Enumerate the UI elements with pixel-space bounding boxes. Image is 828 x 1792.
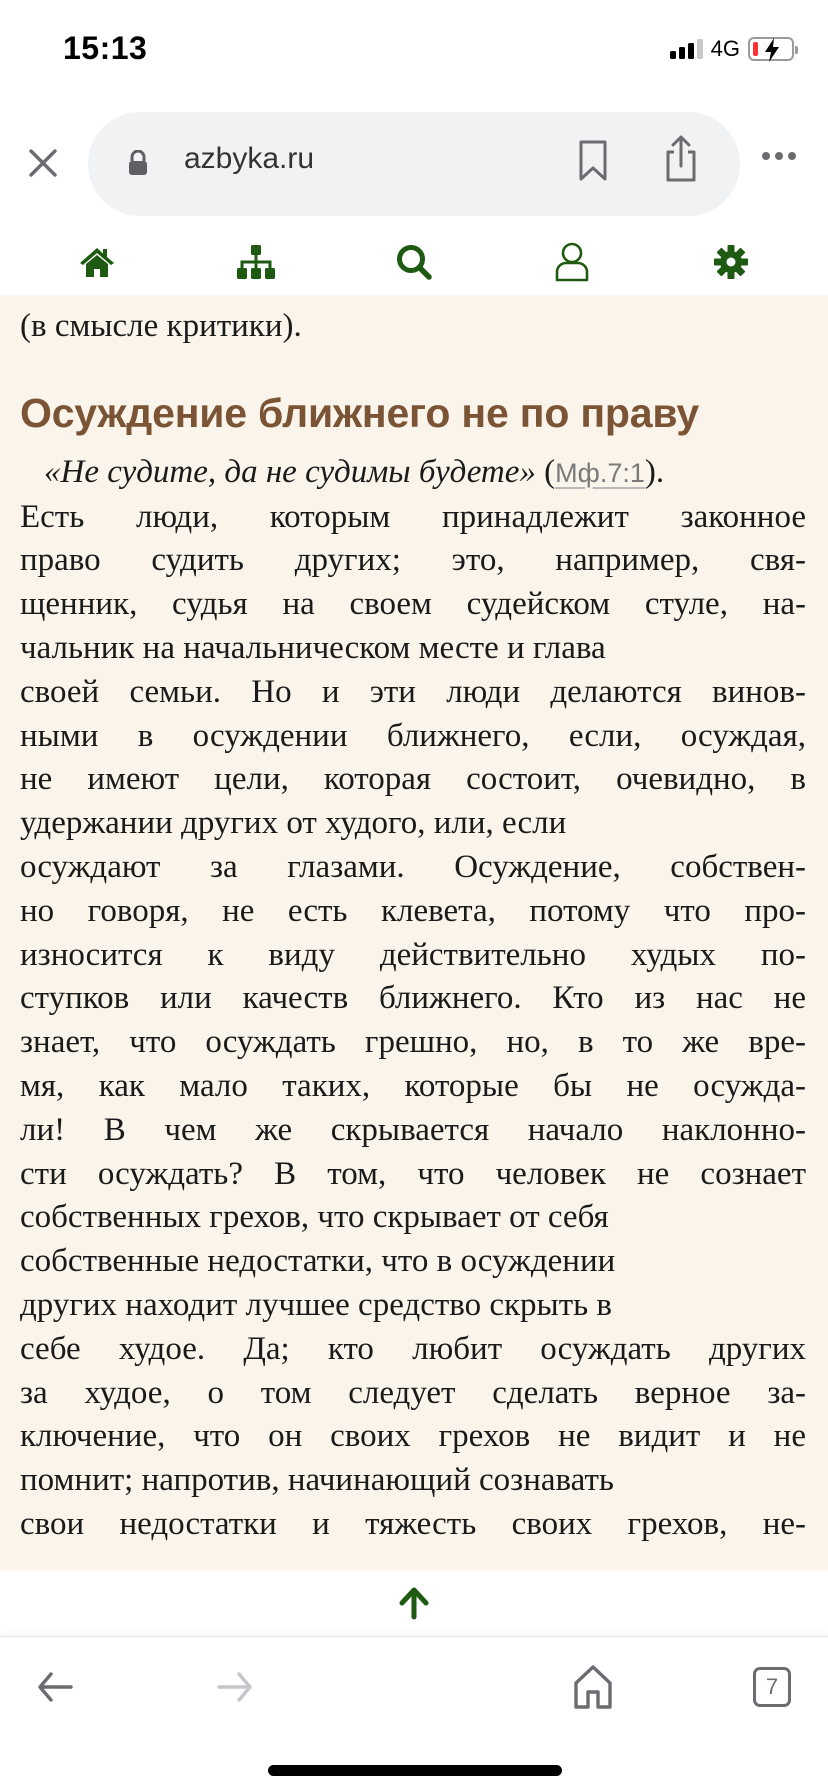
paragraph-line: ными в осуждении ближнего, если, осуждая, [20, 717, 806, 754]
arrow-up-icon [397, 1586, 431, 1620]
tabs-button[interactable] [742, 1657, 802, 1717]
paragraph-line: Есть люди, которым принадлежит законное [20, 498, 806, 535]
paragraph-line: чальник на начальническом месте и глава [20, 629, 606, 666]
battery-icon [748, 37, 794, 61]
lock-icon [128, 150, 148, 176]
url-text[interactable]: azbyka.ru [184, 142, 315, 175]
nav-account-button[interactable] [542, 237, 602, 287]
home-button[interactable] [563, 1657, 623, 1717]
paragraph-line: ключение, что он своих грехов не видит и не [20, 1418, 806, 1455]
bookmark-icon [578, 140, 608, 182]
article-body [20, 295, 806, 1547]
paragraph-line: право судить других; это, например, свя- [20, 542, 806, 579]
status-indicators [670, 36, 794, 62]
user-icon [554, 242, 590, 282]
bible-reference-link[interactable]: Мф.7:1 [555, 457, 645, 488]
close-icon [28, 148, 58, 178]
paragraph-line: сти осуждать? В том, что человек не сознает [20, 1155, 806, 1192]
epigraph: «Не судите, да не судимы будете» (Мф.7:1). [44, 453, 665, 490]
clipped-line [20, 295, 806, 305]
browser-address-row [0, 100, 828, 228]
status-bar [0, 0, 828, 100]
paragraph-line: за худое, о том следует сделать верное за- [20, 1374, 806, 1411]
close-button[interactable] [22, 142, 64, 184]
paragraph-line: собственные недостатки, что в осуждении [20, 1243, 616, 1280]
address-bar[interactable] [88, 112, 740, 216]
home-indicator[interactable] [268, 1765, 562, 1776]
paragraph-line: собственных грехов, что скрывает от себя [20, 1199, 609, 1236]
signal-icon [670, 39, 703, 59]
paragraph-line: удержании других от худого, или, если [20, 805, 567, 842]
paragraph-line: щенник, судья на своем судейском стуле, на- [20, 586, 806, 623]
epigraph-quote: «Не судите, да не судимы будете» [44, 453, 536, 490]
scroll-top-bar [0, 1570, 828, 1636]
paragraph-line: помнит; напротив, начинающий сознавать [20, 1462, 614, 1499]
article-content [0, 295, 828, 1570]
nav-contents-button[interactable] [226, 237, 286, 287]
home-icon [573, 1665, 613, 1709]
paragraph-line: не имеют цели, которая состоит, очевидно, в [20, 761, 806, 798]
more-icon [762, 152, 770, 160]
network-type: 4G [710, 36, 740, 61]
back-button[interactable] [25, 1657, 85, 1717]
sitemap-icon [236, 244, 276, 280]
scroll-to-top-button[interactable] [384, 1578, 444, 1628]
gear-icon [713, 244, 749, 280]
site-nav [0, 228, 828, 295]
back-arrow-icon [37, 1671, 73, 1703]
paragraph-line: осуждают за глазами. Осуждение, собствен- [20, 848, 806, 885]
paragraph-line: своей семьи. Но и эти люди делаются винов- [20, 673, 806, 710]
paragraph-line: ступков или качеств ближнего. Кто из нас не [20, 980, 806, 1017]
search-icon [395, 243, 433, 281]
home-icon [79, 246, 115, 278]
paragraph-line: других находит лучшее средство скрыть в [20, 1286, 613, 1323]
paragraph-line: износится к виду действительно худых по- [20, 936, 806, 973]
paragraph-line: но говоря, не есть клевета, потому что про- [20, 892, 806, 929]
charging-bolt-icon [762, 37, 782, 63]
status-time: 15:13 [63, 30, 148, 66]
bookmark-button[interactable] [578, 140, 608, 187]
share-button[interactable] [663, 134, 699, 189]
section-heading: Осуждение ближнего не по праву [20, 389, 699, 436]
paragraph-line: мя, как мало таких, которые бы не осужда- [20, 1067, 806, 1104]
more-button[interactable] [762, 152, 796, 160]
share-icon [663, 134, 699, 184]
previous-paragraph-tail: (в смысле критики). [20, 308, 302, 344]
nav-settings-button[interactable] [701, 237, 761, 287]
forward-arrow-icon [217, 1671, 253, 1703]
paragraph-line: свои недостатки и тяжесть своих грехов, не- [20, 1505, 806, 1542]
paragraph-line: себе худое. Да; кто любит осуждать других [20, 1330, 806, 1367]
paragraph-line: знает, что осуждать грешно, но, в то же вре- [20, 1024, 806, 1061]
forward-button[interactable] [205, 1657, 265, 1717]
tabs-count: 7 [753, 1667, 791, 1707]
paragraph-line: ли! В чем же скрывается начало наклонно- [20, 1111, 806, 1148]
nav-search-button[interactable] [384, 237, 444, 287]
nav-home-button[interactable] [67, 237, 127, 287]
